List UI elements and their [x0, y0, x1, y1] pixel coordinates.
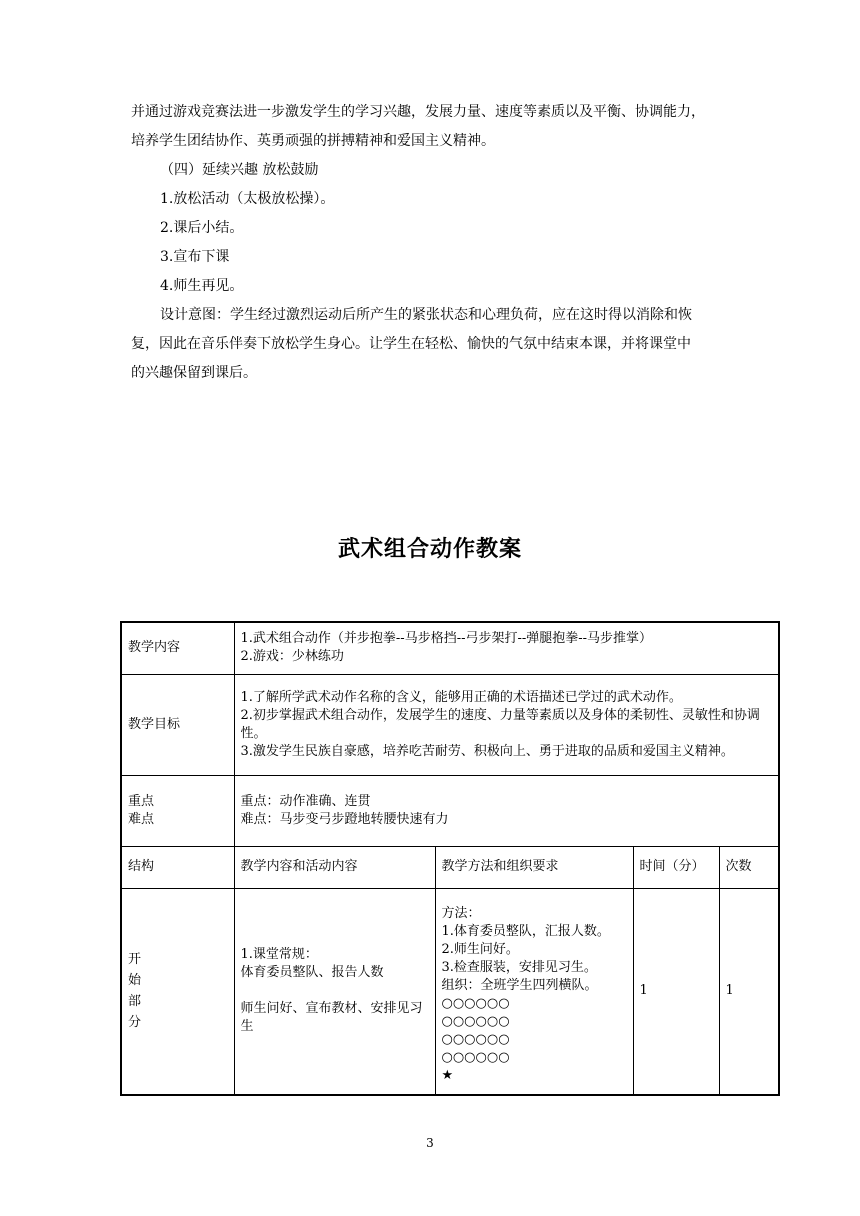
design-intent-line: 设计意图：学生经过激烈运动后所产生的紧张状态和心理负荷，应在这时得以消除和恢 — [160, 307, 692, 323]
table-row — [121, 775, 779, 846]
time-cell: 1 — [633, 888, 719, 1095]
goals-text: 1.了解所学武术动作名称的含义，能够用正确的术语描述已学过的武术动作。 2.初步掌握武术组合动作，发展学生的速度、力量等素质以及身体的柔韧性、灵敏性和协调性。 3.激发学生民族自豪感，培养吃苦耐劳、积极向上、勇于进取的品质和爱国主义精神。 — [234, 674, 779, 775]
intro-line: 培养学生团结协作、英勇顽强的拼搏精神和爱国主义精神。 — [131, 133, 495, 149]
goals-label: 教学目标 — [121, 674, 234, 775]
header-time: 时间（分） — [633, 846, 719, 888]
structure-cell: 开 始 部 分 — [121, 888, 234, 1095]
key-label: 重点 难点 — [121, 775, 234, 846]
header-methods: 教学方法和组织要求 — [435, 846, 633, 888]
activities-cell: 1.课堂常规： 体育委员整队、报告人数 师生问好、宣布教材、安排见习生 — [234, 888, 435, 1095]
header-structure: 结构 — [121, 846, 234, 888]
header-count: 次数 — [719, 846, 779, 888]
table-row — [121, 888, 779, 1095]
key-text: 重点：动作准确、连贯 难点：马步变弓步蹬地转腰快速有力 — [234, 775, 779, 846]
content-label: 教学内容 — [121, 622, 234, 674]
step-item: 1.放松活动（太极放松操）。 — [160, 191, 335, 207]
table-header-row — [121, 846, 779, 888]
section-title: （四）延续兴趣 放松鼓励 — [160, 162, 319, 178]
step-item: 3.宣布下课 — [160, 249, 230, 265]
table-row — [121, 622, 779, 674]
lesson-plan-table — [120, 621, 780, 1096]
step-item: 2.课后小结。 — [160, 220, 244, 236]
design-intent-line: 复，因此在音乐伴奏下放松学生身心。让学生在轻松、愉快的气氛中结束本课，并将课堂中 — [131, 336, 691, 352]
content-text: 1.武术组合动作（并步抱拳--马步格挡--弓步架打--弹腿抱拳--马步推掌） 2.游戏：少林练功 — [234, 622, 779, 674]
intro-paragraph — [131, 98, 751, 388]
intro-line: 并通过游戏竞赛法进一步激发学生的学习兴趣，发展力量、速度等素质以及平衡、协调能力， — [131, 104, 705, 120]
table-row — [121, 674, 779, 775]
count-cell: 1 — [719, 888, 779, 1095]
page-number: 3 — [426, 1136, 434, 1150]
step-item: 4.师生再见。 — [160, 278, 244, 294]
design-intent-line: 的兴趣保留到课后。 — [131, 365, 257, 381]
header-activities: 教学内容和活动内容 — [234, 846, 435, 888]
methods-cell: 方法： 1.体育委员整队，汇报人数。 2.师生问好。 3.检查服装，安排见习生。 组织：全班学生四列横队。 ○○○○○○ ○○○○○○ ○○○○○○ ○○○○○○ ★ — [435, 888, 633, 1095]
lesson-title: 武术组合动作教案 — [337, 537, 522, 562]
